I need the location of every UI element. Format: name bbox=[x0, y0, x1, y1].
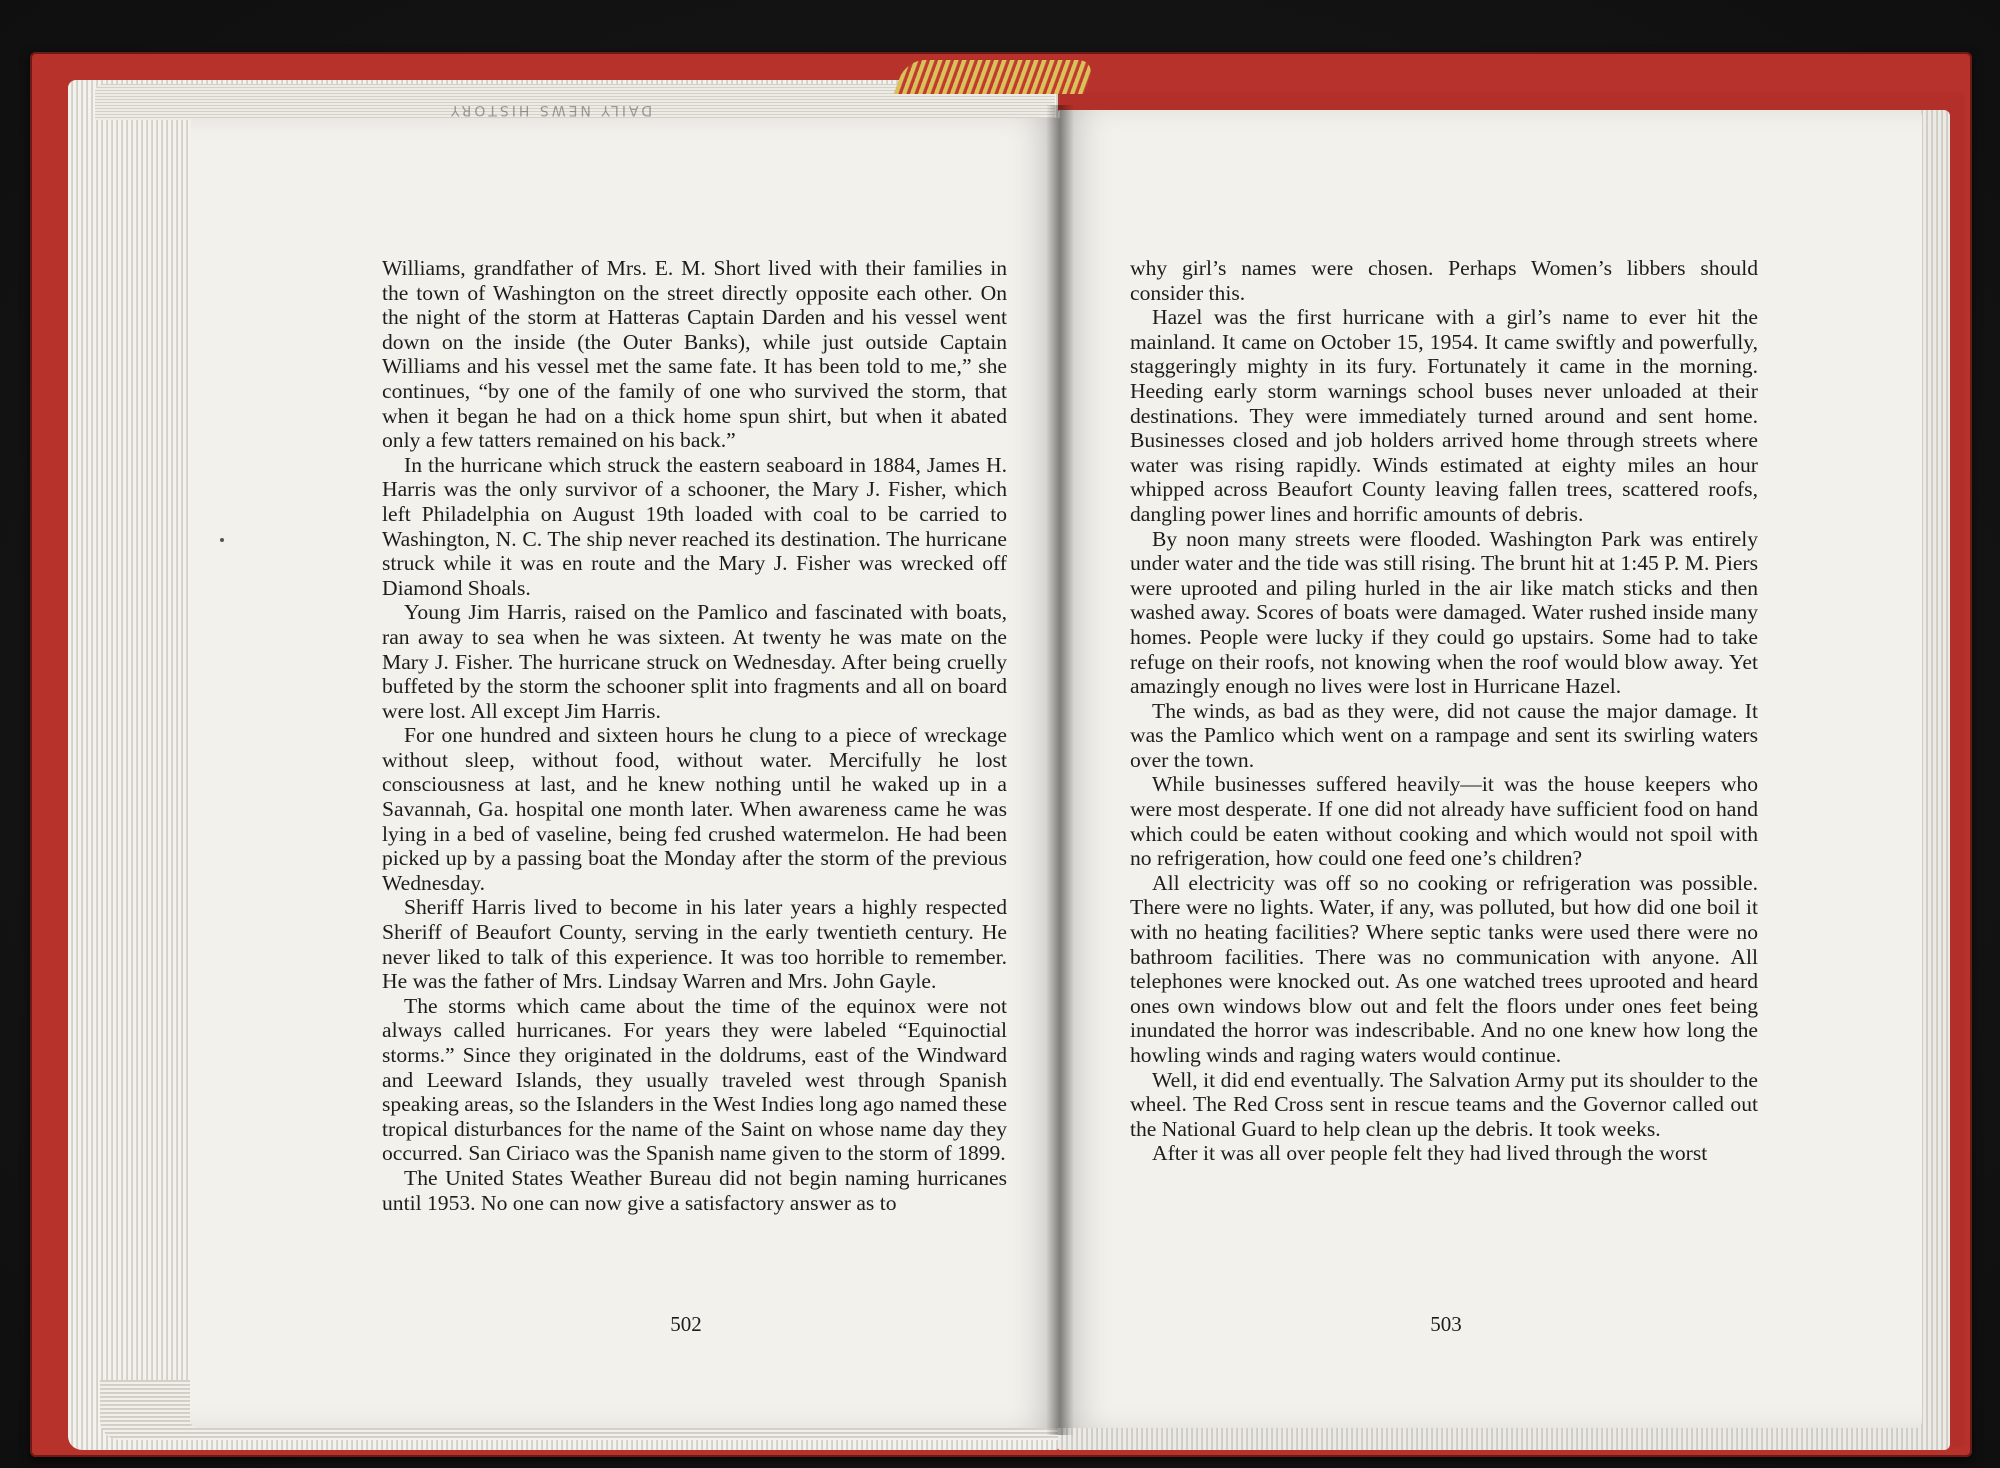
paragraph: The storms which came about the time of the equinox were not always called hurricanes. For years they were labeled “Equinoctial storms.” Since they originated in the doldrums, east of the Windward and Leeward Islands, they usually traveled west through Spanish speaking areas, so the Islanders in the West Indies long ago named these tropical disturbances for the name of the Saint on whose name day they occurred. San Ciriaco was the Spanish name given to the storm of 1899. bbox=[382, 993, 1007, 1166]
page-mark bbox=[220, 538, 224, 542]
left-page-text bbox=[382, 256, 1007, 1215]
book-headband bbox=[894, 60, 1096, 94]
paragraph: Well, it did end eventually. The Salvation Army put its shoulder to the wheel. The Red Cross sent in rescue teams and the Governor called out the National Guard to help clean up the debris. It took weeks. bbox=[1130, 1067, 1758, 1141]
spine-title: DAILY NEWS HISTORY bbox=[447, 102, 653, 118]
paragraph: In the hurricane which struck the eastern seaboard in 1884, James H. Harris was the only survivor of a schooner, the Mary J. Fisher, which left Philadelphia on August 19th loaded with coal to be carried to Washington, N. C. The ship never reached its destination. The hurricane struck while it was en route and the Mary J. Fisher was wrecked off Diamond Shoals. bbox=[382, 452, 1007, 600]
paragraph: The winds, as bad as they were, did not cause the major damage. It was the Pamlico which went on a rampage and sent its swirling waters over the town. bbox=[1130, 698, 1758, 772]
paragraph: Williams, grandfather of Mrs. E. M. Short lived with their families in the town of Washington on the street directly opposite each other. On the night of the storm at Hatteras Captain Darden and his vessel went down on the inside (the Outer Banks), while just outside Captain Williams and his vessel met the same fate. It has been told to me,” she continues, “by one of the family of one who survived the storm, that when it began he had on a thick home spun shirt, but when it abated only a few tatters remained on his back.” bbox=[382, 256, 1007, 453]
paragraph: Young Jim Harris, raised on the Pamlico and fascinated with boats, ran away to sea when he was sixteen. At twenty he was mate on the Mary J. Fisher. The hurricane struck on Wednesday. After being cruelly buffeted by the storm the schooner split into fragments and all on board were lost. All except Jim Harris. bbox=[382, 600, 1007, 723]
page-number-right: 503 bbox=[1430, 1312, 1462, 1336]
paragraph: After it was all over people felt they had lived through the worst bbox=[1152, 1141, 1708, 1166]
paragraph: Hazel was the first hurricane with a girl’s name to ever hit the mainland. It came on October 15, 1954. It came swiftly and powerfully, staggeringly mighty in its fury. Fortunately it came in the morning. Heeding early storm warnings school buses never unloaded at their destinations. They were immediately turned around and sent home. Businesses closed and job holders arrived home through streets where water was rising rapidly. Winds estimated at eighty miles an hour whipped across Beaufort County leaving fallen trees, scattered roofs, dangling power lines and horrific amounts of debris. bbox=[1130, 305, 1758, 526]
paragraph: All electricity was off so no cooking or refrigeration was possible. There were no lights. Water, if any, was polluted, but how did one boil it with no heating facilities? Where septic tanks were used there were no bathroom facilities. There was no communication with anyone. All telephones were knocked out. As one watched trees uprooted and heard ones own windows blow out and felt the floors under ones feet being inundated the horror was indescribable. And no one knew how long the howling winds and raging waters would continue. bbox=[1130, 870, 1758, 1067]
page-number-left: 502 bbox=[670, 1312, 702, 1336]
right-page-text bbox=[1130, 256, 1758, 1166]
paragraph: Sheriff Harris lived to become in his later years a highly respected Sheriff of Beaufort County, serving in the early twentieth century. He never liked to talk of this experience. It was too horrible to remember. He was the father of Mrs. Lindsay Warren and Mrs. John Gayle. bbox=[382, 895, 1007, 994]
paragraph: For one hundred and sixteen hours he clung to a piece of wreckage without sleep, without food, without water. Mercifully he lost consciousness at last, and he knew nothing until he waked up in a Savannah, Ga. hospital one month later. When awareness came he was lying in a bed of vaseline, being fed crushed watermelon. He had been picked up by a passing boat the Monday after the storm of the previous Wednesday. bbox=[382, 723, 1007, 895]
paragraph: While businesses suffered heavily—it was the house keepers who were most desperate. If one did not already have sufficient food on hand which could be eaten without cooking and which would not spoil with no refrigeration, how could one feed one’s children? bbox=[1130, 772, 1758, 871]
paragraph: By noon many streets were flooded. Washington Park was entirely under water and the tide was still rising. The brunt hit at 1:45 P. M. Piers were uprooted and piling hurled in the air like match sticks and then washed away. Scores of boats were damaged. Water rushed inside many homes. People were lucky if they could go upstairs. Some had to take refuge on their roofs, not knowing when the roof would blow away. Yet amazingly enough no lives were lost in Hurricane Hazel. bbox=[1130, 526, 1758, 699]
book-gutter bbox=[1046, 105, 1074, 1435]
paragraph: why girl’s names were chosen. Perhaps Women’s libbers should consider this. bbox=[1130, 256, 1758, 305]
paragraph: The United States Weather Bureau did not begin naming hurricanes until 1953. No one can now give a satisfactory answer as to bbox=[382, 1165, 1007, 1215]
